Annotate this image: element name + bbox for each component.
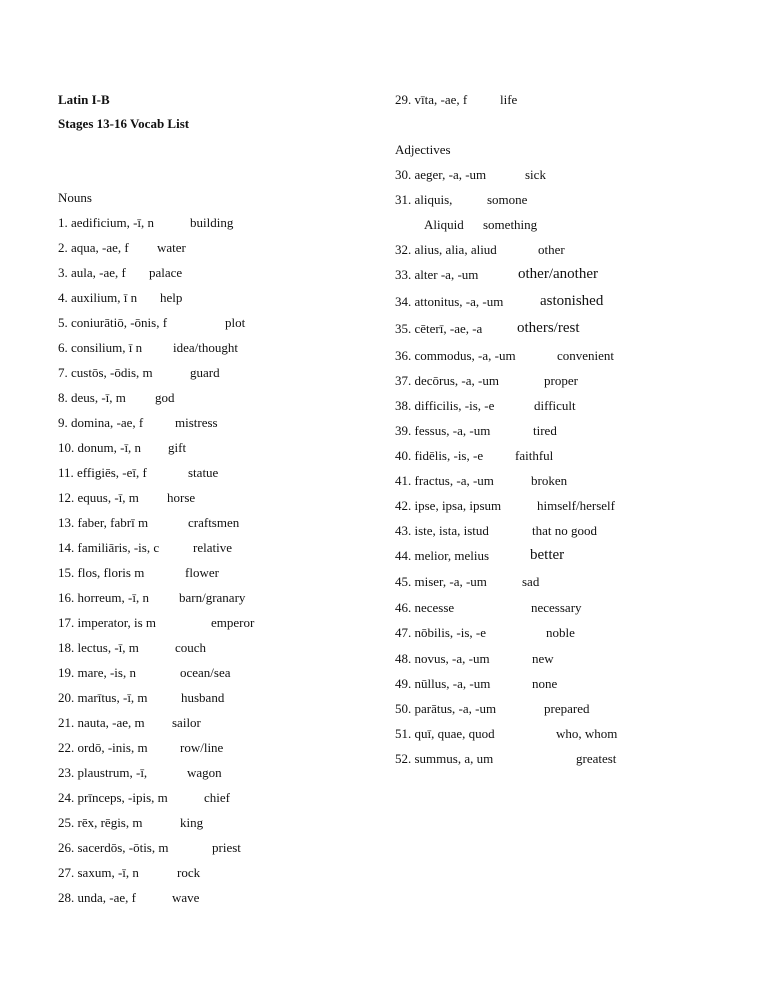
list-item bbox=[58, 215, 154, 231]
item-latin: summus, a, um bbox=[414, 751, 494, 766]
item-latin: consilium, ī n bbox=[71, 340, 143, 355]
item-latin: aedificium, -ī, n bbox=[71, 215, 155, 230]
item-number: 12. bbox=[58, 490, 75, 505]
item-number: 30. bbox=[395, 167, 412, 182]
item-number: 34. bbox=[395, 294, 412, 309]
list-item bbox=[395, 600, 454, 616]
list-item bbox=[58, 815, 142, 831]
list-item bbox=[395, 92, 467, 108]
item-number: 36. bbox=[395, 348, 412, 363]
item-english: sick bbox=[525, 167, 546, 182]
list-item bbox=[395, 242, 497, 258]
item-latin: novus, -a, -um bbox=[414, 651, 490, 666]
item-number: 3. bbox=[58, 265, 68, 280]
list-item bbox=[395, 523, 489, 539]
item-number: 6. bbox=[58, 340, 68, 355]
item-number: 7. bbox=[58, 365, 68, 380]
item-number: 48. bbox=[395, 651, 412, 666]
item-number: 42. bbox=[395, 498, 412, 513]
list-item bbox=[58, 265, 126, 281]
item-latin: effigiēs, -eī, f bbox=[77, 465, 147, 480]
item-latin: domina, -ae, f bbox=[71, 415, 144, 430]
item-latin: flos, floris m bbox=[77, 565, 145, 580]
item-number: 4. bbox=[58, 290, 68, 305]
item-number: 43. bbox=[395, 523, 412, 538]
nouns-heading: Nouns bbox=[58, 190, 92, 205]
item-english: sailor bbox=[172, 715, 201, 730]
item-latin: donum, -ī, n bbox=[77, 440, 142, 455]
item-number: 5. bbox=[58, 315, 68, 330]
list-item bbox=[58, 615, 156, 631]
item-english: chief bbox=[204, 790, 230, 805]
list-item bbox=[58, 415, 143, 431]
item-latin: custōs, -ōdis, m bbox=[71, 365, 153, 380]
item-latin: quī, quae, quod bbox=[414, 726, 495, 741]
item-english: himself/herself bbox=[537, 498, 615, 513]
item-english: barn/granary bbox=[179, 590, 246, 605]
item-number: 27. bbox=[58, 865, 75, 880]
item-english: other bbox=[538, 242, 565, 257]
list-item bbox=[395, 498, 501, 514]
list-item bbox=[58, 765, 147, 781]
item-latin: horreum, -ī, n bbox=[77, 590, 149, 605]
item-latin: nauta, -ae, m bbox=[77, 715, 145, 730]
item-number: 14. bbox=[58, 540, 75, 555]
item-english: ocean/sea bbox=[180, 665, 231, 680]
list-item bbox=[58, 365, 153, 381]
item-latin: alius, alia, aliud bbox=[414, 242, 497, 257]
list-item bbox=[395, 398, 494, 414]
item-number: 35. bbox=[395, 321, 412, 336]
item-latin: auxilium, ī n bbox=[71, 290, 138, 305]
item-latin: ordō, -inis, m bbox=[77, 740, 148, 755]
item-latin: melior, melius bbox=[414, 548, 490, 563]
item-latin: prīnceps, -ipis, m bbox=[77, 790, 168, 805]
item-english: god bbox=[155, 390, 175, 405]
list-item bbox=[395, 676, 490, 692]
item-latin: aqua, -ae, f bbox=[71, 240, 129, 255]
item-english: plot bbox=[225, 315, 246, 330]
item-english: sad bbox=[522, 574, 540, 589]
item-number: 11. bbox=[58, 465, 74, 480]
item-latin: fidēlis, -is, -e bbox=[414, 448, 484, 463]
list-item bbox=[395, 348, 516, 364]
item-english: new bbox=[532, 651, 554, 666]
item-number: 38. bbox=[395, 398, 412, 413]
item-english: relative bbox=[193, 540, 232, 555]
item-latin: iste, ista, istud bbox=[414, 523, 489, 538]
list-item bbox=[58, 315, 167, 331]
list-item bbox=[58, 865, 139, 881]
item-latin: aeger, -a, -um bbox=[414, 167, 487, 182]
list-item bbox=[395, 192, 452, 208]
list-item bbox=[395, 701, 496, 717]
item-latin: nōbilis, -is, -e bbox=[414, 625, 486, 640]
item-english: priest bbox=[212, 840, 241, 855]
item-english: couch bbox=[175, 640, 207, 655]
item-number: 49. bbox=[395, 676, 412, 691]
list-item bbox=[58, 790, 168, 806]
item-number: 16. bbox=[58, 590, 75, 605]
item-latin: deus, -ī, m bbox=[71, 390, 126, 405]
item-latin: aliquis, bbox=[414, 192, 453, 207]
item-number: 10. bbox=[58, 440, 75, 455]
item-english: king bbox=[180, 815, 204, 830]
item-english: others/rest bbox=[517, 320, 580, 336]
item-english: convenient bbox=[557, 348, 615, 363]
item-number: 8. bbox=[58, 390, 68, 405]
item-english: water bbox=[157, 240, 186, 255]
list-item bbox=[58, 715, 145, 731]
item-latin: saxum, -ī, n bbox=[77, 865, 139, 880]
item-english: that no good bbox=[532, 523, 597, 538]
list-item bbox=[395, 548, 489, 564]
item-english: who, whom bbox=[556, 726, 618, 741]
item-number: 32. bbox=[395, 242, 412, 257]
list-item bbox=[58, 240, 129, 256]
item-number: 37. bbox=[395, 373, 412, 388]
item-latin: ipse, ipsa, ipsum bbox=[414, 498, 502, 513]
item-english: wave bbox=[172, 890, 200, 905]
item-english: necessary bbox=[531, 600, 582, 615]
item-latin: fessus, -a, -um bbox=[414, 423, 491, 438]
item-number: 25. bbox=[58, 815, 75, 830]
item-number: 31. bbox=[395, 192, 412, 207]
item-english: faithful bbox=[515, 448, 554, 463]
item-number: 44. bbox=[395, 548, 412, 563]
list-item bbox=[58, 840, 168, 856]
item-number: 18. bbox=[58, 640, 75, 655]
item-english: tired bbox=[533, 423, 557, 438]
list-item bbox=[58, 540, 159, 556]
list-item bbox=[395, 423, 490, 439]
item-number: 9. bbox=[58, 415, 68, 430]
item-english: husband bbox=[181, 690, 225, 705]
item-english: craftsmen bbox=[188, 515, 240, 530]
item-latin: mare, -is, n bbox=[77, 665, 136, 680]
item-number: 29. bbox=[395, 92, 412, 107]
item-latin: cēterī, -ae, -a bbox=[414, 321, 483, 336]
list-item bbox=[58, 690, 148, 706]
item-english: other/another bbox=[518, 266, 598, 282]
item-latin: fractus, -a, -um bbox=[414, 473, 494, 488]
list-item bbox=[58, 740, 148, 756]
item-number: 47. bbox=[395, 625, 412, 640]
item-latin: vīta, -ae, f bbox=[414, 92, 468, 107]
list-item bbox=[58, 340, 142, 356]
list-item bbox=[58, 440, 141, 456]
item-number: 41. bbox=[395, 473, 412, 488]
item-number: 23. bbox=[58, 765, 75, 780]
item-number: 51. bbox=[395, 726, 412, 741]
list-item bbox=[58, 890, 136, 906]
item-english: building bbox=[190, 215, 234, 230]
item-latin: Aliquid bbox=[424, 217, 464, 232]
item-english: palace bbox=[149, 265, 183, 280]
item-latin: coniurātiō, -ōnis, f bbox=[71, 315, 168, 330]
list-item bbox=[395, 373, 499, 389]
item-number: 21. bbox=[58, 715, 75, 730]
item-latin: plaustrum, -ī, bbox=[77, 765, 148, 780]
list-item bbox=[58, 290, 137, 306]
item-latin: decōrus, -a, -um bbox=[414, 373, 499, 388]
item-latin: rēx, rēgis, m bbox=[77, 815, 143, 830]
list-item bbox=[395, 625, 486, 641]
item-number: 19. bbox=[58, 665, 75, 680]
item-number: 33. bbox=[395, 267, 412, 282]
list-item bbox=[395, 321, 482, 337]
item-english: gift bbox=[168, 440, 187, 455]
item-number: 46. bbox=[395, 600, 412, 615]
item-english: proper bbox=[544, 373, 578, 388]
item-english: difficult bbox=[534, 398, 576, 413]
item-number: 1. bbox=[58, 215, 68, 230]
item-latin: parātus, -a, -um bbox=[414, 701, 497, 716]
item-english: rock bbox=[177, 865, 201, 880]
item-latin: nūllus, -a, -um bbox=[414, 676, 491, 691]
item-number: 45. bbox=[395, 574, 412, 589]
list-item bbox=[395, 651, 490, 667]
item-english: row/line bbox=[180, 740, 224, 755]
item-english: something bbox=[483, 217, 538, 232]
list-item bbox=[58, 515, 148, 531]
item-english: prepared bbox=[544, 701, 590, 716]
item-english: emperor bbox=[211, 615, 255, 630]
list-item bbox=[395, 751, 493, 767]
list-item bbox=[395, 726, 495, 742]
item-english: broken bbox=[531, 473, 568, 488]
item-latin: lectus, -ī, m bbox=[77, 640, 139, 655]
list-item bbox=[395, 448, 483, 464]
item-latin: commodus, -a, -um bbox=[414, 348, 516, 363]
item-number: 15. bbox=[58, 565, 75, 580]
item-english: astonished bbox=[540, 293, 604, 309]
item-number: 20. bbox=[58, 690, 75, 705]
item-latin: aula, -ae, f bbox=[71, 265, 126, 280]
item-number: 52. bbox=[395, 751, 412, 766]
item-latin: attonitus, -a, -um bbox=[414, 294, 504, 309]
item-english: flower bbox=[185, 565, 219, 580]
item-latin: sacerdōs, -ōtis, m bbox=[77, 840, 169, 855]
list-item bbox=[58, 665, 136, 681]
adjectives-heading: Adjectives bbox=[395, 142, 451, 157]
list-item bbox=[395, 473, 494, 489]
list-item bbox=[58, 465, 147, 481]
list-item bbox=[58, 565, 144, 581]
item-latin: familiāris, -is, c bbox=[77, 540, 160, 555]
list-item bbox=[395, 574, 487, 590]
item-number: 13. bbox=[58, 515, 75, 530]
item-latin: imperator, is m bbox=[77, 615, 157, 630]
item-latin: miser, -a, -um bbox=[414, 574, 487, 589]
document-title: Latin I-B bbox=[58, 92, 110, 107]
item-latin: unda, -ae, f bbox=[77, 890, 136, 905]
list-item bbox=[58, 640, 139, 656]
item-english: statue bbox=[188, 465, 219, 480]
item-latin: marītus, -ī, m bbox=[77, 690, 148, 705]
item-number: 24. bbox=[58, 790, 75, 805]
item-english: noble bbox=[546, 625, 575, 640]
item-latin: equus, -ī, m bbox=[77, 490, 139, 505]
item-number: 22. bbox=[58, 740, 75, 755]
item-english: horse bbox=[167, 490, 196, 505]
item-latin: necesse bbox=[414, 600, 455, 615]
list-item bbox=[58, 490, 139, 506]
item-number: 26. bbox=[58, 840, 75, 855]
item-english: guard bbox=[190, 365, 220, 380]
list-item bbox=[395, 267, 478, 283]
item-number: 17. bbox=[58, 615, 75, 630]
item-number: 28. bbox=[58, 890, 75, 905]
item-english: greatest bbox=[576, 751, 617, 766]
item-english: somone bbox=[487, 192, 528, 207]
item-latin: difficilis, -is, -e bbox=[414, 398, 495, 413]
item-english: help bbox=[160, 290, 183, 305]
list-item bbox=[58, 590, 149, 606]
list-item bbox=[58, 390, 126, 406]
item-english: better bbox=[530, 547, 565, 563]
item-number: 50. bbox=[395, 701, 412, 716]
item-english: idea/thought bbox=[173, 340, 238, 355]
list-item bbox=[395, 167, 486, 183]
item-english: none bbox=[532, 676, 558, 691]
document-subtitle: Stages 13-16 Vocab List bbox=[58, 116, 190, 131]
item-english: mistress bbox=[175, 415, 218, 430]
item-latin: alter -a, -um bbox=[414, 267, 479, 282]
item-number: 39. bbox=[395, 423, 412, 438]
item-english: life bbox=[500, 92, 518, 107]
item-number: 2. bbox=[58, 240, 68, 255]
item-latin: faber, fabrī m bbox=[77, 515, 149, 530]
item-number: 40. bbox=[395, 448, 412, 463]
item-english: wagon bbox=[187, 765, 222, 780]
list-item bbox=[395, 294, 503, 310]
